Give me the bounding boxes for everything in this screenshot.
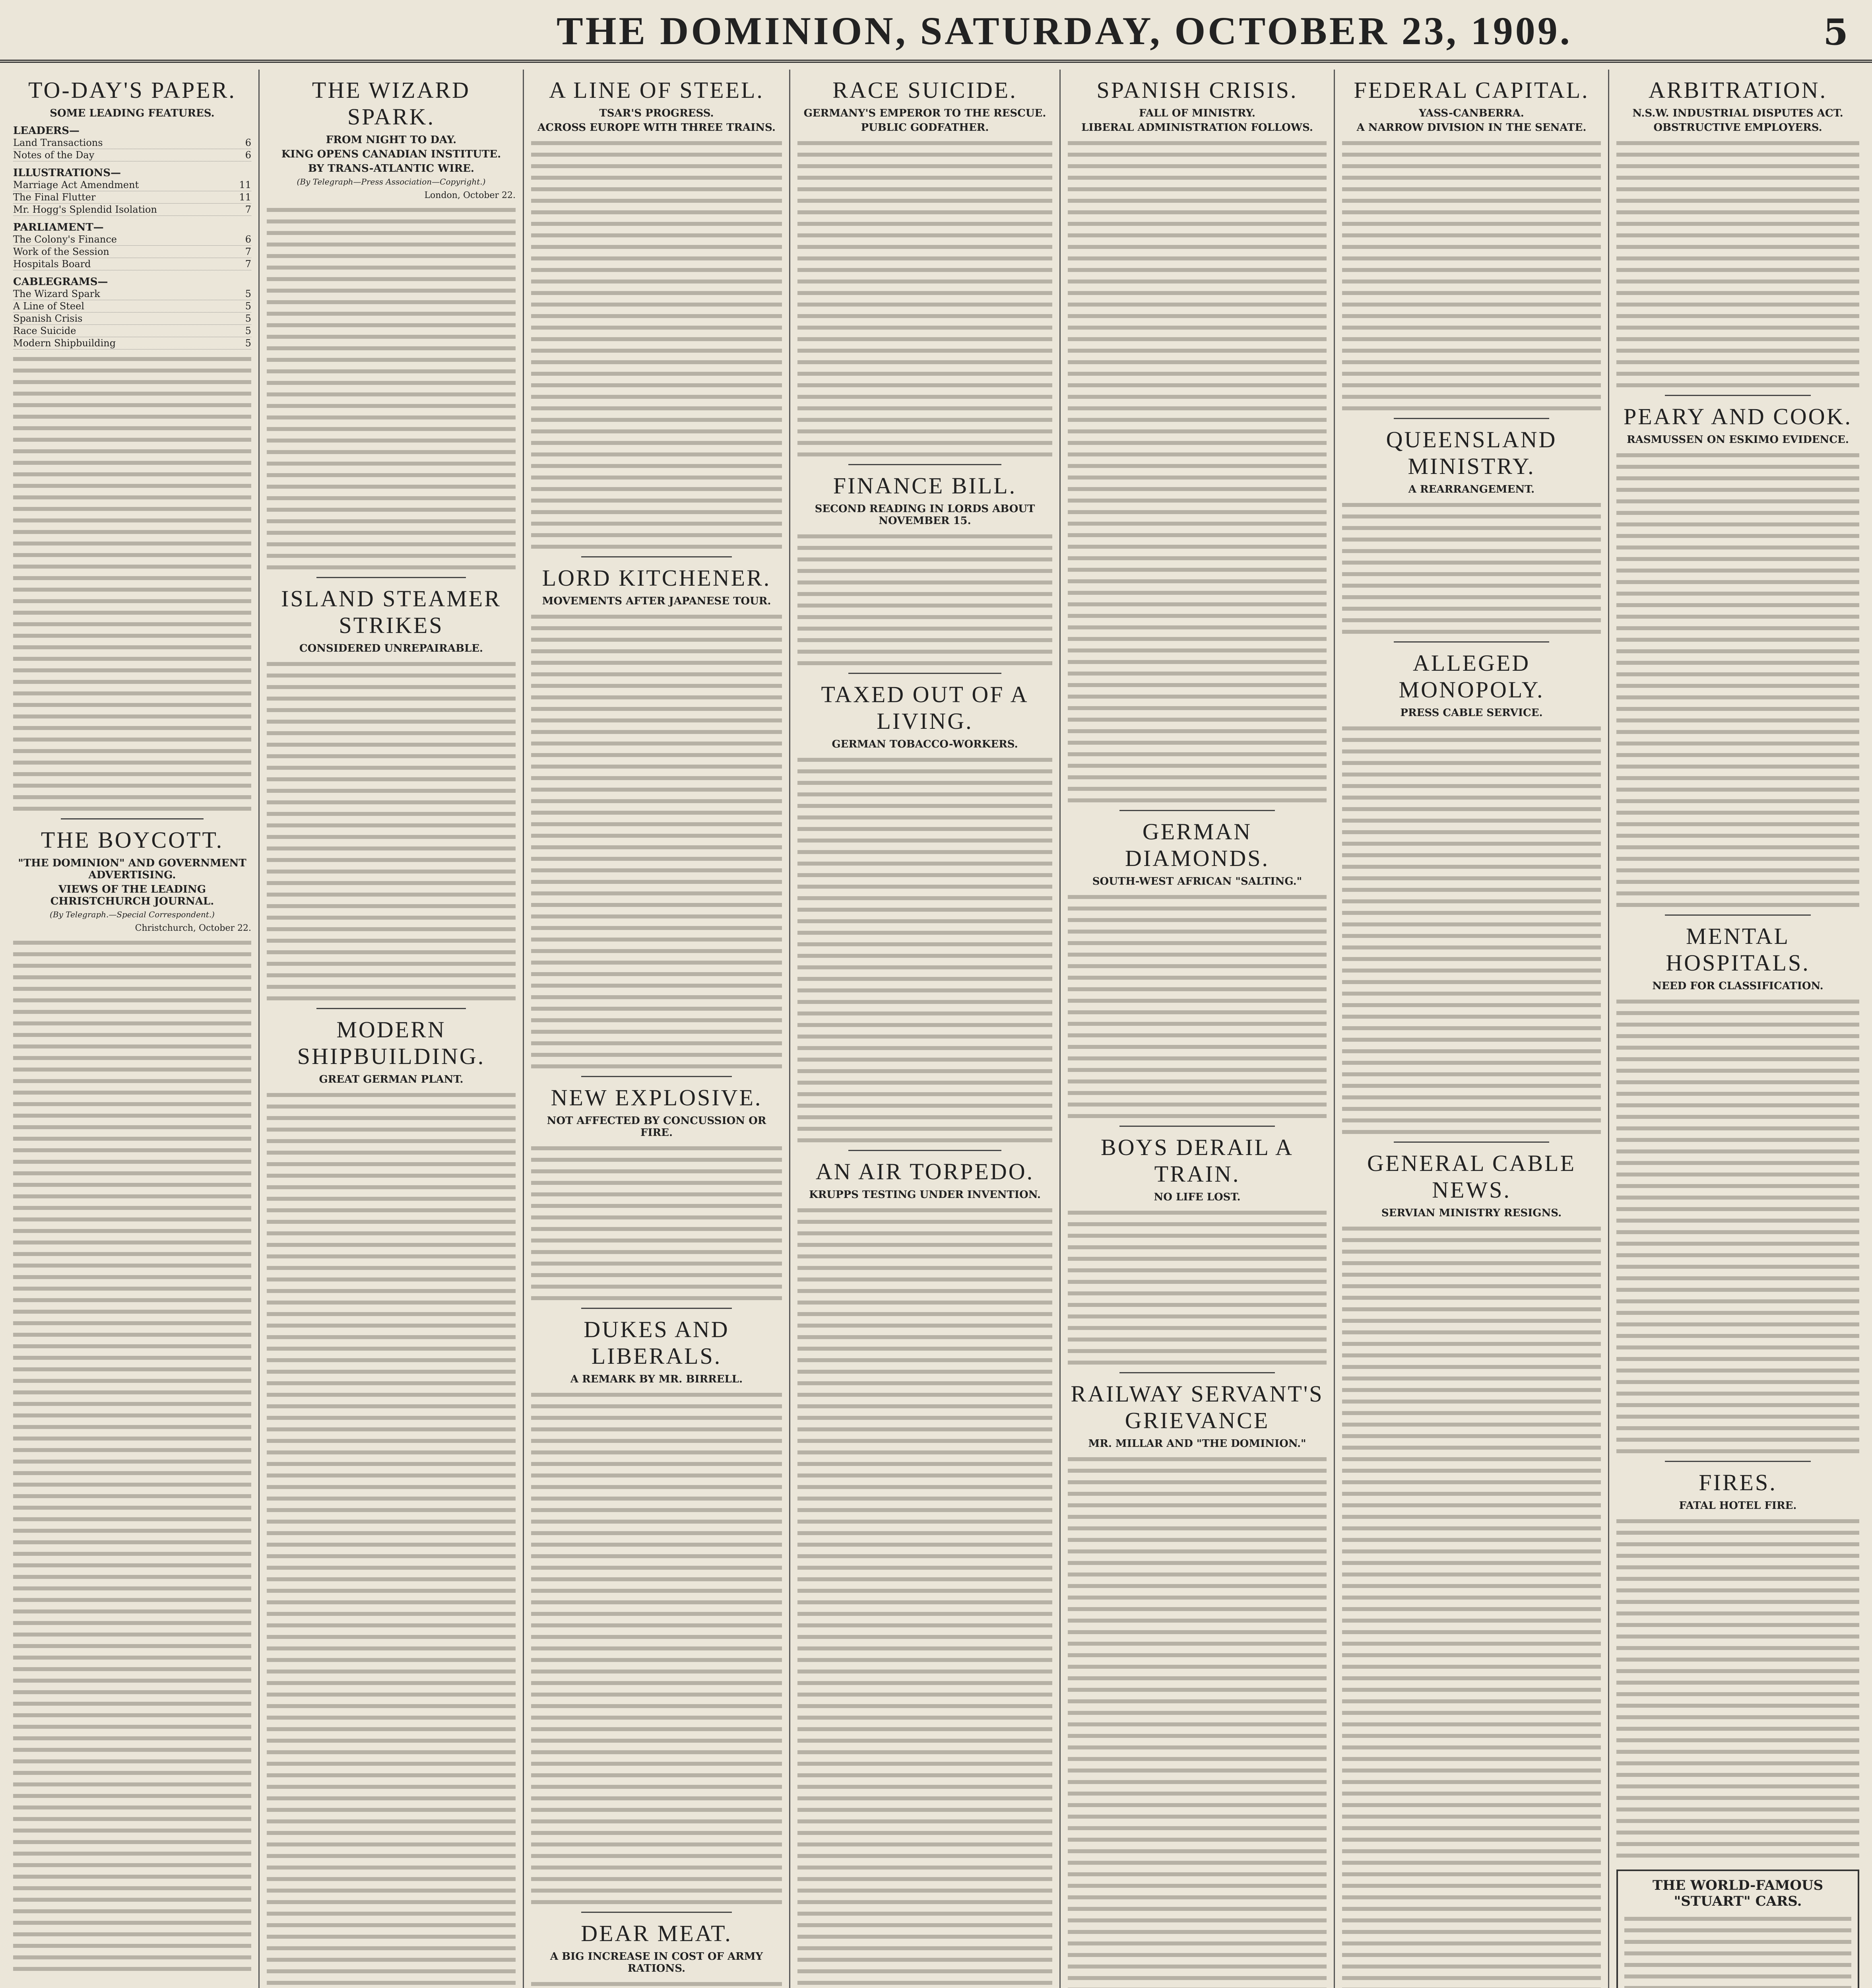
subhead: A BIG INCREASE IN COST OF ARMY RATIONS. bbox=[550, 1951, 763, 1974]
toc-item[interactable]: The Final Flutter 11 bbox=[13, 192, 251, 203]
subhead: RASMUSSEN ON ESKIMO EVIDENCE. bbox=[1627, 434, 1849, 446]
subhead: N.S.W. INDUSTRIAL DISPUTES ACT. bbox=[1632, 107, 1843, 119]
masthead bbox=[0, 0, 1872, 63]
headline-finance-bill: FINANCE BILL. bbox=[833, 473, 1017, 499]
headline-alleged-monopoly: ALLEGED MONOPOLY. bbox=[1399, 650, 1544, 703]
subhead: KRUPPS TESTING UNDER INVENTION. bbox=[809, 1189, 1041, 1201]
headline-wizard-spark: THE WIZARD SPARK. bbox=[312, 77, 471, 130]
subhead: KING OPENS CANADIAN INSTITUTE. bbox=[281, 148, 501, 160]
toc-item[interactable]: The Colony's Finance 6 bbox=[13, 234, 251, 245]
subhead: SECOND READING IN LORDS ABOUT NOVEMBER 15. bbox=[815, 503, 1035, 527]
subhead: LIBERAL ADMINISTRATION FOLLOWS. bbox=[1081, 122, 1313, 134]
headline-queensland-ministry: QUEENSLAND MINISTRY. bbox=[1386, 427, 1557, 479]
subhead: GREAT GERMAN PLANT. bbox=[319, 1074, 464, 1085]
toc-item[interactable]: Land Transactions 6 bbox=[13, 137, 251, 148]
column-wizard-spark bbox=[258, 70, 523, 1988]
headline-dukes-and-liberals: DUKES AND LIBERALS. bbox=[584, 1316, 729, 1369]
toc-item[interactable]: Notes of the Day 6 bbox=[13, 149, 251, 161]
dateline: London, October 22. bbox=[424, 190, 516, 200]
toc-item[interactable]: Modern Shipbuilding 5 bbox=[13, 338, 251, 349]
toc-item[interactable]: A Line of Steel 5 bbox=[13, 301, 251, 312]
toc-item[interactable]: Spanish Crisis 5 bbox=[13, 313, 251, 324]
toc-item[interactable]: Hospitals Board 7 bbox=[13, 258, 251, 270]
headline-boycott: THE BOYCOTT. bbox=[41, 827, 224, 853]
subhead: FATAL HOTEL FIRE. bbox=[1679, 1500, 1797, 1512]
subhead: FALL OF MINISTRY. bbox=[1139, 107, 1255, 119]
toc-item[interactable]: Race Suicide 5 bbox=[13, 325, 251, 336]
toc-item[interactable]: Work of the Session 7 bbox=[13, 246, 251, 257]
headline-fires: FIRES. bbox=[1699, 1470, 1777, 1495]
headline-lord-kitchener: LORD KITCHENER. bbox=[542, 565, 771, 591]
subhead: PRESS CABLE SERVICE. bbox=[1400, 707, 1543, 719]
subhead: YASS-CANBERRA. bbox=[1419, 107, 1524, 119]
subhead: GERMAN TOBACCO-WORKERS. bbox=[832, 738, 1018, 750]
column-todays-paper bbox=[6, 70, 258, 1988]
headline-modern-shipbuilding: MODERN SHIPBUILDING. bbox=[297, 1017, 485, 1069]
headline-taxed-out: TAXED OUT OF A LIVING. bbox=[821, 681, 1029, 734]
toc-section-head: LEADERS— bbox=[13, 125, 80, 137]
subhead: PUBLIC GODFATHER. bbox=[861, 122, 989, 134]
column-arbitration bbox=[1608, 70, 1866, 1988]
subhead: BY TRANS-ATLANTIC WIRE. bbox=[308, 163, 474, 175]
subhead-leading-features: SOME LEADING FEATURES. bbox=[50, 107, 215, 119]
subhead: SOUTH-WEST AFRICAN "SALTING." bbox=[1092, 876, 1302, 887]
subhead: NEED FOR CLASSIFICATION. bbox=[1652, 980, 1824, 992]
dateline: Christchurch, October 22. bbox=[135, 923, 251, 933]
subhead: MR. MILLAR AND "THE DOMINION." bbox=[1088, 1438, 1306, 1450]
column-federal-capital bbox=[1334, 70, 1608, 1988]
column-spanish-crisis bbox=[1059, 70, 1334, 1988]
subhead: SERVIAN MINISTRY RESIGNS. bbox=[1381, 1207, 1562, 1219]
subhead: ACROSS EUROPE WITH THREE TRAINS. bbox=[537, 122, 776, 134]
headline-line-of-steel: A LINE OF STEEL. bbox=[549, 77, 764, 103]
credit-line: (By Telegraph—Press Association—Copyright.) bbox=[297, 177, 486, 186]
subhead: A REMARK BY MR. BIRRELL. bbox=[570, 1373, 743, 1385]
headline-general-cable-news: GENERAL CABLE NEWS. bbox=[1367, 1150, 1576, 1203]
toc-section-head: PARLIAMENT— bbox=[13, 221, 104, 233]
headline-dear-meat: DEAR MEAT. bbox=[581, 1920, 732, 1946]
headline-boys-derail-train: BOYS DERAIL A TRAIN. bbox=[1101, 1134, 1294, 1187]
toc-item[interactable]: The Wizard Spark 5 bbox=[13, 288, 251, 299]
column-line-of-steel bbox=[523, 70, 789, 1988]
subhead: NO LIFE LOST. bbox=[1154, 1191, 1241, 1203]
headline-railway-grievance: RAILWAY SERVANT'S GRIEVANCE bbox=[1071, 1381, 1324, 1433]
subhead: CONSIDERED UNREPAIRABLE. bbox=[299, 643, 483, 654]
subhead-boycott: "THE DOMINION" AND GOVERNMENT ADVERTISING. bbox=[18, 857, 246, 881]
subhead: A REARRANGEMENT. bbox=[1408, 483, 1535, 495]
subhead: GERMANY'S EMPEROR TO THE RESCUE. bbox=[803, 107, 1046, 119]
headline-mental-hospitals: MENTAL HOSPITALS. bbox=[1666, 923, 1810, 976]
subhead: FROM NIGHT TO DAY. bbox=[326, 134, 457, 146]
toc-section-head: CABLEGRAMS— bbox=[13, 276, 108, 288]
credit-line: (By Telegraph.—Special Correspondent.) bbox=[50, 910, 215, 919]
headline-arbitration: ARBITRATION. bbox=[1648, 77, 1827, 103]
subhead: NOT AFFECTED BY CONCUSSION OR FIRE. bbox=[547, 1115, 766, 1139]
headline-island-steamer: ISLAND STEAMER STRIKES bbox=[281, 586, 501, 638]
headline-german-diamonds: GERMAN DIAMONDS. bbox=[1125, 819, 1270, 871]
subhead: OBSTRUCTIVE EMPLOYERS. bbox=[1653, 122, 1822, 134]
column-race-suicide bbox=[789, 70, 1059, 1988]
subhead: TSAR'S PROGRESS. bbox=[599, 107, 714, 119]
subhead: MOVEMENTS AFTER JAPANESE TOUR. bbox=[542, 595, 771, 607]
headline-air-torpedo: AN AIR TORPEDO. bbox=[815, 1159, 1034, 1184]
headline-todays-paper: TO-DAY'S PAPER. bbox=[28, 77, 236, 103]
headline-federal-capital: FEDERAL CAPITAL. bbox=[1354, 77, 1589, 103]
headline-spanish-crisis: SPANISH CRISIS. bbox=[1096, 77, 1298, 103]
contents-list bbox=[13, 125, 251, 349]
toc-item[interactable]: Marriage Act Amendment 11 bbox=[13, 179, 251, 190]
advert-stuart-cars bbox=[1616, 1870, 1859, 1988]
headline-new-explosive: NEW EXPLOSIVE. bbox=[551, 1085, 762, 1110]
toc-item[interactable]: Mr. Hogg's Splendid Isolation 7 bbox=[13, 204, 251, 215]
subhead: A NARROW DIVISION IN THE SENATE. bbox=[1356, 122, 1587, 134]
toc-section-head: ILLUSTRATIONS— bbox=[13, 167, 121, 179]
headline-race-suicide: RACE SUICIDE. bbox=[832, 77, 1017, 103]
advert-title: THE WORLD-FAMOUS "STUART" CARS. bbox=[1652, 1877, 1824, 1909]
headline-peary-and-cook: PEARY AND COOK. bbox=[1623, 404, 1853, 429]
page-number: 5 bbox=[1823, 11, 1848, 53]
subhead-boycott-2: VIEWS OF THE LEADING CHRISTCHURCH JOURNAL. bbox=[50, 883, 214, 907]
masthead-title: THE DOMINION, SATURDAY, OCTOBER 23, 1909. bbox=[557, 9, 1572, 53]
